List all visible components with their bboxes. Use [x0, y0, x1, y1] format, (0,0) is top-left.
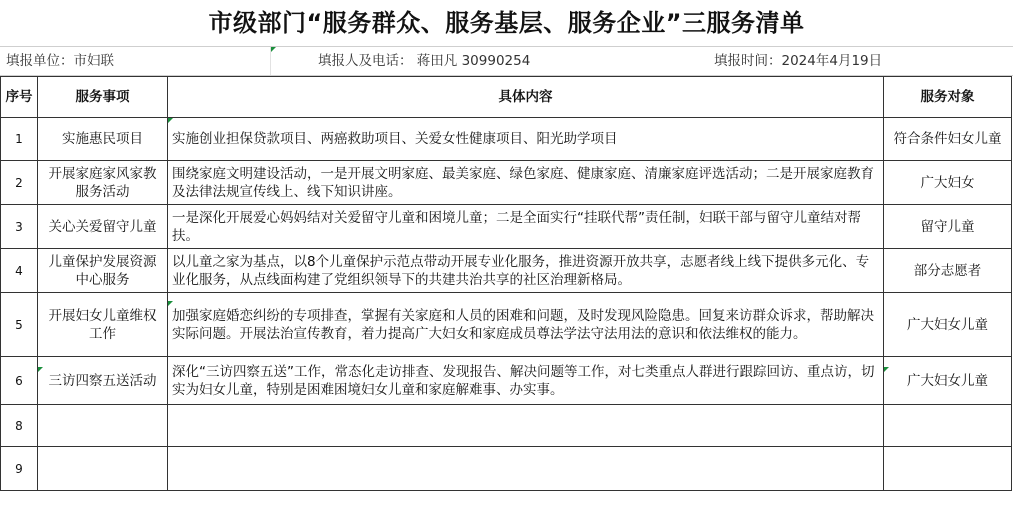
row-no: 4 [1, 249, 38, 293]
cell-comment-marker [38, 367, 43, 372]
table-row [1, 293, 1012, 357]
row-item: 开展家庭家风家教服务活动 [38, 161, 168, 205]
header-target: 服务对象 [884, 77, 1012, 118]
row-content: 一是深化开展爱心妈妈结对关爱留守儿童和困境儿童；二是全面实行“挂联代帮”责任制，妇联干部与留守儿童结对帮扶。 [168, 205, 884, 249]
row-target: 部分志愿者 [884, 249, 1012, 293]
row-no: 2 [1, 161, 38, 205]
row-target: 广大妇女儿童 [884, 357, 1012, 405]
fill-person: 填报人及电话： 蒋田凡 30990254 [318, 53, 531, 69]
table-row [1, 447, 1012, 491]
row-content: 以儿童之家为基点，以8个儿童保护示范点带动开展专业化服务，推进资源开放共享，志愿者线上线下提供多元化、专业化服务，从点线面构建了党组织领导下的共建共治共享的社区治理新格局。 [168, 249, 884, 293]
row-content [168, 405, 884, 447]
row-no: 5 [1, 293, 38, 357]
info-row [0, 46, 1013, 76]
table-row [1, 249, 1012, 293]
row-target: 符合条件妇女儿童 [884, 118, 1012, 161]
row-target: 广大妇女儿童 [884, 293, 1012, 357]
row-no: 9 [1, 447, 38, 491]
cell-comment-marker [271, 47, 276, 52]
row-item: 开展妇女儿童维权工作 [38, 293, 168, 357]
table-row [1, 205, 1012, 249]
header-content: 具体内容 [168, 77, 884, 118]
row-target [884, 447, 1012, 491]
row-item: 关心关爱留守儿童 [38, 205, 168, 249]
fill-time: 填报时间：2024年4月19日 [714, 53, 883, 69]
service-table [0, 76, 1012, 491]
row-no: 8 [1, 405, 38, 447]
row-target [884, 405, 1012, 447]
row-target: 广大妇女 [884, 161, 1012, 205]
row-item [38, 447, 168, 491]
table-header-row [1, 77, 1012, 118]
row-item [38, 405, 168, 447]
row-no: 3 [1, 205, 38, 249]
cell-comment-marker [884, 367, 889, 372]
row-content: 围绕家庭文明建设活动，一是开展文明家庭、最美家庭、绿色家庭、健康家庭、清廉家庭评选活动；二是开展家庭教育及法律法规宣传线上、线下知识讲座。 [168, 161, 884, 205]
row-target: 留守儿童 [884, 205, 1012, 249]
row-no: 6 [1, 357, 38, 405]
row-item: 儿童保护发展资源中心服务 [38, 249, 168, 293]
row-item: 实施惠民项目 [38, 118, 168, 161]
row-no: 1 [1, 118, 38, 161]
cell-comment-marker [168, 301, 173, 306]
row-content: 深化“三访四察五送”工作，常态化走访排查、发现报告、解决问题等工作，对七类重点人群进行跟踪回访、重点访，切实为妇女儿童，特别是困难困境妇女儿童和家庭解难事、办实事。 [168, 357, 884, 405]
cell-comment-marker [168, 118, 173, 123]
row-content: 实施创业担保贷款项目、两癌救助项目、关爱女性健康项目、阳光助学项目 [168, 118, 884, 161]
header-item: 服务事项 [38, 77, 168, 118]
table-row [1, 161, 1012, 205]
sheet-title: 市级部门“服务群众、服务基层、服务企业”三服务清单 [208, 9, 805, 37]
table-row [1, 357, 1012, 405]
fill-unit: 填报单位：市妇联 [6, 53, 114, 69]
row-item: 三访四察五送活动 [38, 357, 168, 405]
header-no: 序号 [1, 77, 38, 118]
row-content: 加强家庭婚恋纠纷的专项排查，掌握有关家庭和人员的困难和问题，及时发现风险隐患。回复来访群众诉求，帮助解决实际问题。开展法治宣传教育，着力提高广大妇女和家庭成员尊法学法守法用法的意识和依法维权的能力。 [168, 293, 884, 357]
table-row [1, 405, 1012, 447]
table-row [1, 118, 1012, 161]
row-content [168, 447, 884, 491]
